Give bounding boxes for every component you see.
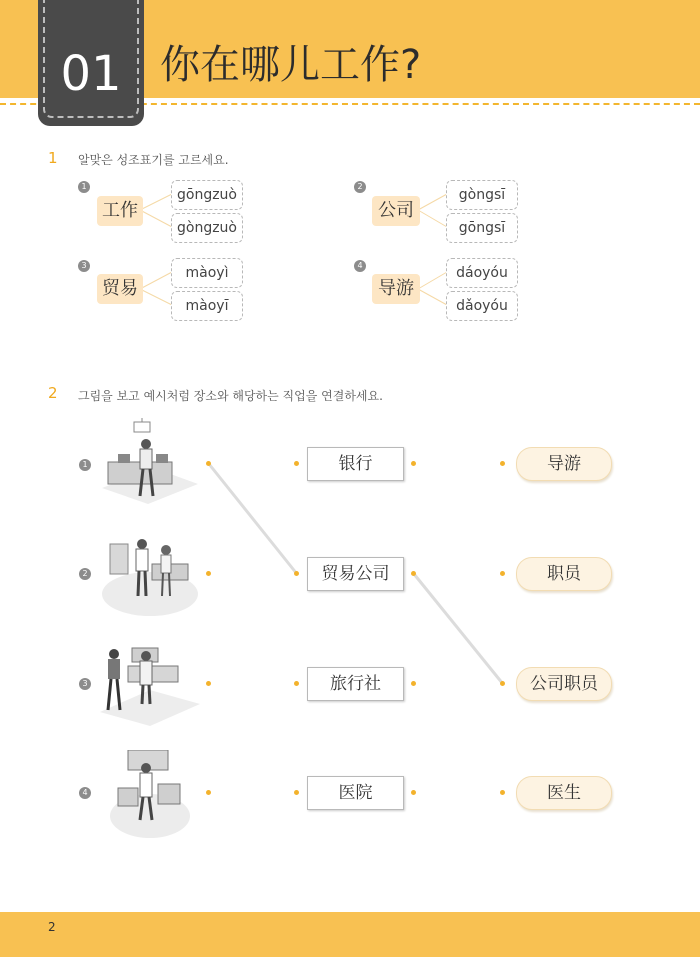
place-1-right-dot[interactable] [411,461,416,466]
place-3-right-dot[interactable] [411,681,416,686]
section-1-instruction: 알맞은 성조표기를 고르세요. [78,153,229,167]
place-3-left-dot[interactable] [294,681,299,686]
job-4-dot[interactable] [500,790,505,795]
section-1-number: 1 [48,149,58,167]
lesson-title: 你在哪儿工作? [160,42,422,88]
item-3-option-a[interactable]: màoyì [171,258,243,288]
item-3-marker: 3 [78,260,90,272]
place-1-left-dot[interactable] [294,461,299,466]
item-4-word: 导游 [372,274,420,304]
item-3-word: 贸易 [97,274,143,304]
match-row-2-marker: 2 [79,568,91,580]
illustration-2-dot[interactable] [206,571,211,576]
item-2-word: 公司 [372,196,420,226]
item-4-option-b[interactable]: dǎoyóu [446,291,518,321]
job-box-tour-guide[interactable]: 导游 [516,447,612,481]
job-box-clerk[interactable]: 职员 [516,557,612,591]
item-4-marker: 4 [354,260,366,272]
place-2-right-dot[interactable] [411,571,416,576]
item-4-option-a[interactable]: dáoyóu [446,258,518,288]
place-box-trading-company[interactable]: 贸易公司 [307,557,404,591]
place-4-right-dot[interactable] [411,790,416,795]
job-3-dot[interactable] [500,681,505,686]
job-1-dot[interactable] [500,461,505,466]
item-1-option-b[interactable]: gòngzuò [171,213,243,243]
match-row-3-marker: 3 [79,678,91,690]
place-box-hospital[interactable]: 医院 [307,776,404,810]
match-row-1-marker: 1 [79,459,91,471]
illustration-4-dot[interactable] [206,790,211,795]
item-2-marker: 2 [354,181,366,193]
match-row-4-marker: 4 [79,787,91,799]
job-box-company-employee[interactable]: 公司职员 [516,667,612,701]
job-box-doctor[interactable]: 医生 [516,776,612,810]
place-2-left-dot[interactable] [294,571,299,576]
footer-band [0,912,700,957]
item-1-option-a[interactable]: gōngzuò [171,180,243,210]
item-3-option-b[interactable]: màoyī [171,291,243,321]
section-2-number: 2 [48,384,58,402]
item-2-option-a[interactable]: gòngsī [446,180,518,210]
place-box-travel-agency[interactable]: 旅行社 [307,667,404,701]
job-2-dot[interactable] [500,571,505,576]
illustration-1-dot[interactable] [206,461,211,466]
page-number: 2 [48,920,56,934]
place-4-left-dot[interactable] [294,790,299,795]
item-1-word: 工作 [97,196,143,226]
illustration-3-dot[interactable] [206,681,211,686]
item-2-option-b[interactable]: gōngsī [446,213,518,243]
lesson-number: 01 [60,46,122,102]
place-box-bank[interactable]: 银行 [307,447,404,481]
item-1-marker: 1 [78,181,90,193]
section-2-instruction: 그림을 보고 예시처럼 장소와 해당하는 직업을 연결하세요. [78,389,383,403]
